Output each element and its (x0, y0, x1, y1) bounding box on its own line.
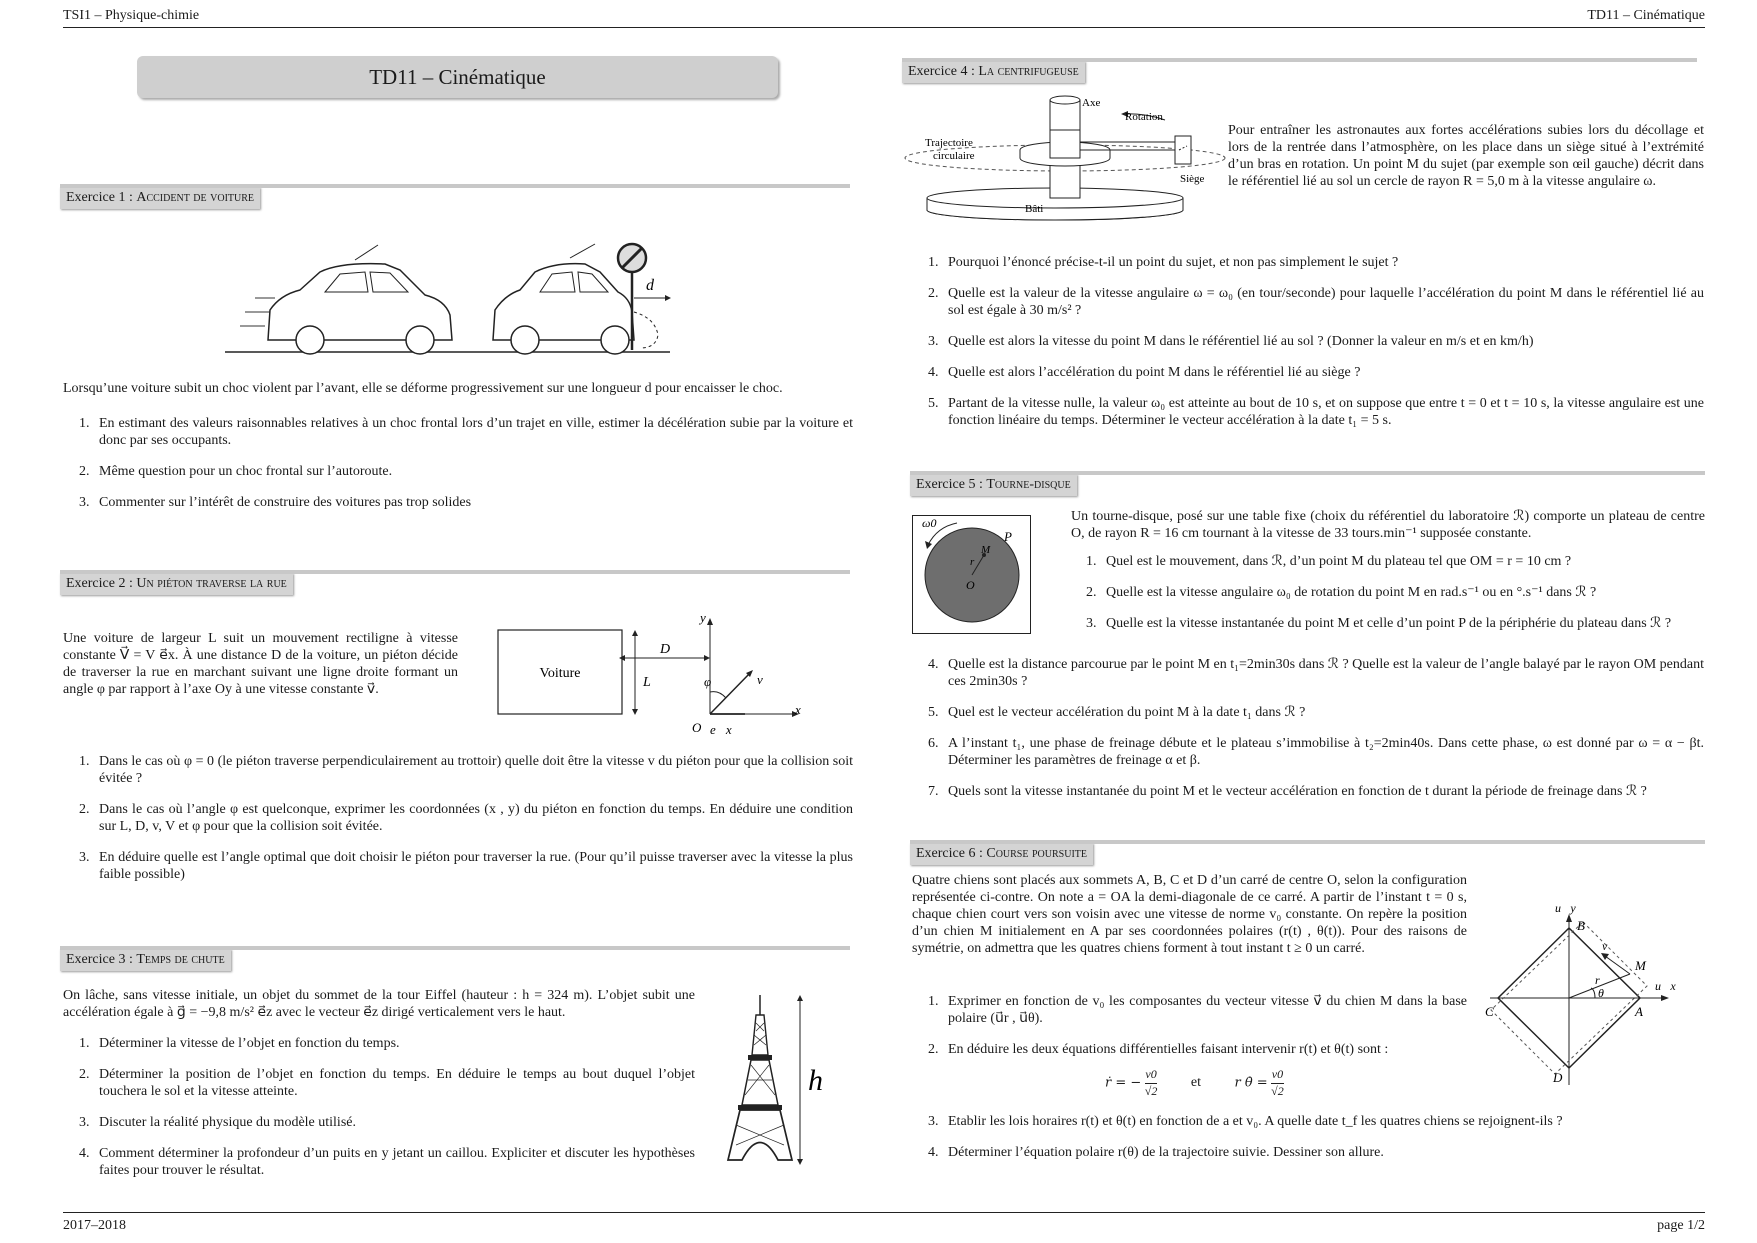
uy-label: u⃗y (1555, 901, 1576, 915)
eiffel-tower-figure (720, 995, 840, 1170)
x-axis-label: x (795, 702, 801, 717)
list-item: 3. Quelle est la vitesse instantanée du point M et celle d’un point P de la périphérie du plateau dans ℛ ? (1086, 616, 1672, 631)
ex2-heading: Exercice 2 : Un piéton traverse la rue (60, 573, 293, 595)
list-item: 4. Quelle est la distance parcourue par le point M en t₁=2min30s dans ℛ ? Quelle est la valeur de l’angle balayé par le rayon OM pendant ces 2min30s ? (928, 657, 1704, 689)
axis-label: Axe (1082, 97, 1101, 109)
list-item: 2. Quelle est la vitesse angulaire ω₀ de rotation du point M en rad.s⁻¹ ou en °.s⁻¹ dans ℛ ? (1086, 585, 1597, 600)
P-label: P (1004, 529, 1012, 544)
velocity-label: v⃗ (1602, 939, 1617, 953)
list-item: 1. En estimant des valeurs raisonnables relatives à un choc frontal lors d’un trajet en ville, estimer la décélération subie par la voiture et donc par ses occupants. (79, 416, 853, 448)
car-crash-figure (220, 240, 680, 360)
ex6-heading: Exercice 6 : Course poursuite (910, 843, 1093, 865)
ex6-questions-a (912, 993, 1467, 1072)
C-label: C (1485, 1004, 1494, 1019)
list-item: 6. A l’instant t₁, une phase de freinage débute et le plateau s’immobilise à t₂=2min40s. Dans cette phase, ω est donné par ω = α − βt. Déterminer les paramètres de freinage α et β. (928, 736, 1704, 768)
B-label: B (1577, 918, 1585, 933)
centrifuge-figure (925, 90, 1215, 230)
ex3-questions (63, 1035, 695, 1193)
list-item: 4. Comment déterminer la profondeur d’un puits en y jetant un caillou. Expliciter et discuter les hypothèses faites pour trouver le résultat. (79, 1146, 695, 1178)
trajectory-label: Trajectoire (925, 137, 973, 149)
theta-label: θ (1598, 986, 1604, 1000)
height-label: h (808, 1064, 823, 1097)
rotation-label: Rotation (1125, 111, 1163, 123)
ex1-questions (63, 415, 853, 525)
v-vector-label: v⃗ (757, 672, 773, 687)
list-item: 3. Quelle est alors la vitesse du point M dans le référentiel lié au sol ? (Donner la valeur en m/s et en km/h) (928, 334, 1534, 349)
list-item: 2. Quelle est la valeur de la vitesse angulaire ω = ω₀ (en tour/seconde) pour laquelle l’accélération du point M dans le référentiel lié au sol est égale à 30 m/s² ? (928, 286, 1704, 318)
differential-equations: ṙ = − $\frac{v0}{√2}$ et r θ̇ = $\frac{v0}{√2}$ (1105, 1067, 1284, 1098)
ex6-questions-b (912, 1113, 1704, 1175)
ex3-intro: On lâche, sans vitesse initiale, un objet du sommet de la tour Eiffel (hauteur : h = 324 m). L’objet subit une accélération égale à g⃗ = −9,8 m/s² e⃗z avec le vecteur e⃗z dirigé verticalement vers le haut. (63, 988, 695, 1020)
frame-label: Bâti (1025, 203, 1044, 215)
list-item: 2. Même question pour un choc frontal sur l’autoroute. (79, 464, 393, 479)
list-item: 2. En déduire les deux équations différentielles faisant intervenir r(t) et θ(t) sont : (928, 1042, 1389, 1057)
list-item: 3. En déduire quelle est l’angle optimal que doit choisir le piéton pour traverser la rue. (Pour qu’il puisse traverser avec la vitesse la plus faible possible) (79, 850, 853, 882)
ex2-questions (63, 753, 853, 897)
ex5-questions-b (912, 656, 1704, 814)
ex6-intro: Quatre chiens sont placés aux sommets A, B, C et D d’un carré de centre O, selon la configuration représentée ci-contre. On note a = OA la demi-diagonale de ce carré. A partir de l’instant t = 0 s, chaque chien court vers son voisin avec une vitesse de norme v₀ constante. On repère la position d’un chien M initialement en A par ses coordonnées polaires (r(t) , θ(t)). Pour des raisons de symétrie, on admettra que les quatres chiens forment à tout instant t ≥ 0 un carré. (912, 873, 1467, 956)
ex5-heading: Exercice 5 : Tourne-disque (910, 474, 1077, 496)
footer-right: page 1/2 (1657, 1218, 1705, 1233)
list-item: 4. Quelle est alors l’accélération du point M dans le référentiel lié au siège ? (928, 365, 1361, 380)
pursuit-figure (1485, 900, 1695, 1090)
list-item: 1. Quel est le mouvement, dans ℛ, d’un point M du plateau tel que OM = r = 10 cm ? (1086, 554, 1572, 569)
D-label: D (659, 642, 671, 657)
page-title: TD11 – Cinématique (137, 56, 778, 98)
footer-rule (63, 1212, 1705, 1213)
list-item: 3. Commenter sur l’intérêt de construire des voitures pas trop solides (79, 495, 472, 510)
r-label: r (1595, 973, 1600, 987)
ex4-intro: Pour entraîner les astronautes aux fortes accélérations subies lors du décollage et lors de la rentrée dans l’atmosphère, on les place dans un siège situé à l’extrémité d’un bras en rotation. Un point M du sujet (par exemple son œil gauche) décrit dans le référentiel lié au sol un cercle de rayon R = 5,0 m à la vitesse angulaire ω. (1228, 123, 1704, 189)
ex5-questions-a (1070, 553, 1704, 646)
list-item: 7. Quels sont la vitesse instantanée du point M et le vecteur accélération en fonction de t durant la période de freinage dans ℛ ? (928, 784, 1647, 799)
list-item: 1. Déterminer la vitesse de l’objet en fonction du temps. (79, 1036, 400, 1051)
list-item: 4. Déterminer l’équation polaire r(θ) de la trajectoire suivie. Dessiner son allure. (928, 1145, 1384, 1160)
ex5-intro: Un tourne-disque, posé sur une table fixe (choix du référentiel du laboratoire ℛ) comporte un plateau de centre O, de rayon R = 16 cm tournant à la vitesse de 33 tours.min⁻¹ supposée constante. (1071, 509, 1705, 541)
A-label: A (1635, 1004, 1643, 1019)
y-axis-label: y (700, 610, 706, 625)
seat-label: Siège (1180, 173, 1205, 185)
header-right: TD11 – Cinématique (1587, 8, 1705, 23)
ex3-heading: Exercice 3 : Temps de chute (60, 949, 231, 971)
turntable-figure (912, 515, 1032, 635)
list-item: 2. Déterminer la position de l’objet en fonction du temps. En déduire le temps au bout duquel l’objet touchera le sol et la vitesse atteinte. (79, 1067, 695, 1099)
M-label: M (1635, 958, 1646, 973)
ex2-intro: Une voiture de largeur L suit un mouvement rectiligne à vitesse constante V⃗ = V e⃗x. À une distance D de la voiture, un piéton décide de traverser la rue en marchant suivant une ligne droite formant un angle φ par rapport à l’axe Oy à une vitesse constante v⃗. (63, 631, 458, 697)
car-label: Voiture (539, 666, 581, 681)
crash-distance-label: d (646, 277, 654, 294)
list-item: 3. Etablir les lois horaires r(t) et θ(t) en fonction de a et v₀. A quelle date t_f les quatres chiens se rejoignent-ils ? (928, 1114, 1563, 1129)
L-label: L (643, 675, 651, 690)
ex4-questions (912, 254, 1704, 443)
ex4-heading: Exercice 4 : La centrifugeuse (902, 61, 1085, 83)
D-label: D (1553, 1070, 1563, 1085)
list-item: 3. Discuter la réalité physique du modèle utilisé. (79, 1115, 356, 1130)
omega0-label: ω0 (922, 516, 937, 530)
trajectory-label-2: circulaire (933, 150, 975, 162)
pedestrian-figure (495, 610, 815, 740)
list-item: 1. Pourquoi l’énoncé précise-t-il un point du sujet, et non pas simplement le sujet ? (928, 255, 1399, 270)
list-item: 1. Dans le cas où φ = 0 (le piéton traverse perpendiculairement au trottoir) quelle doit être la vitesse v du piéton pour que la collision soit évitée ? (79, 754, 853, 786)
phi-label: φ (704, 674, 712, 689)
ex1-heading: Exercice 1 : Accident de voiture (60, 187, 260, 209)
ex-label: e⃗x (710, 722, 732, 737)
O-label: O (966, 578, 975, 592)
origin-label: O (692, 720, 702, 735)
list-item: 1. Exprimer en fonction de v₀ les composantes du vecteur vitesse v⃗ du chien M dans la base polaire (u⃗r , u⃗θ). (928, 994, 1467, 1026)
header-rule (63, 27, 1705, 28)
list-item: 2. Dans le cas où l’angle φ est quelconque, exprimer les coordonnées (x , y) du piéton en fonction du temps. En déduire une condition sur L, D, v, V et φ pour que la collision soit évitée. (79, 802, 853, 834)
footer-left: 2017–2018 (63, 1218, 126, 1233)
M-label: M (981, 544, 991, 556)
list-item: 5. Quel est le vecteur accélération du point M à la date t₁ dans ℛ ? (928, 705, 1306, 720)
ux-label: u⃗x (1655, 979, 1676, 993)
r-label: r (970, 556, 975, 568)
list-item: 5. Partant de la vitesse nulle, la valeur ω₀ est atteinte au bout de 10 s, et on suppose que entre t = 0 et t = 10 s, la vitesse angulaire est une fonction linéaire du temps. Déterminer le vecteur accélération à la date t₁ = 5 s. (928, 396, 1704, 428)
ex1-intro: Lorsqu’une voiture subit un choc violent par l’avant, elle se déforme progressivement sur une longueur d pour encaisser le choc. (63, 381, 783, 396)
header-left: TSI1 – Physique-chimie (63, 8, 200, 23)
